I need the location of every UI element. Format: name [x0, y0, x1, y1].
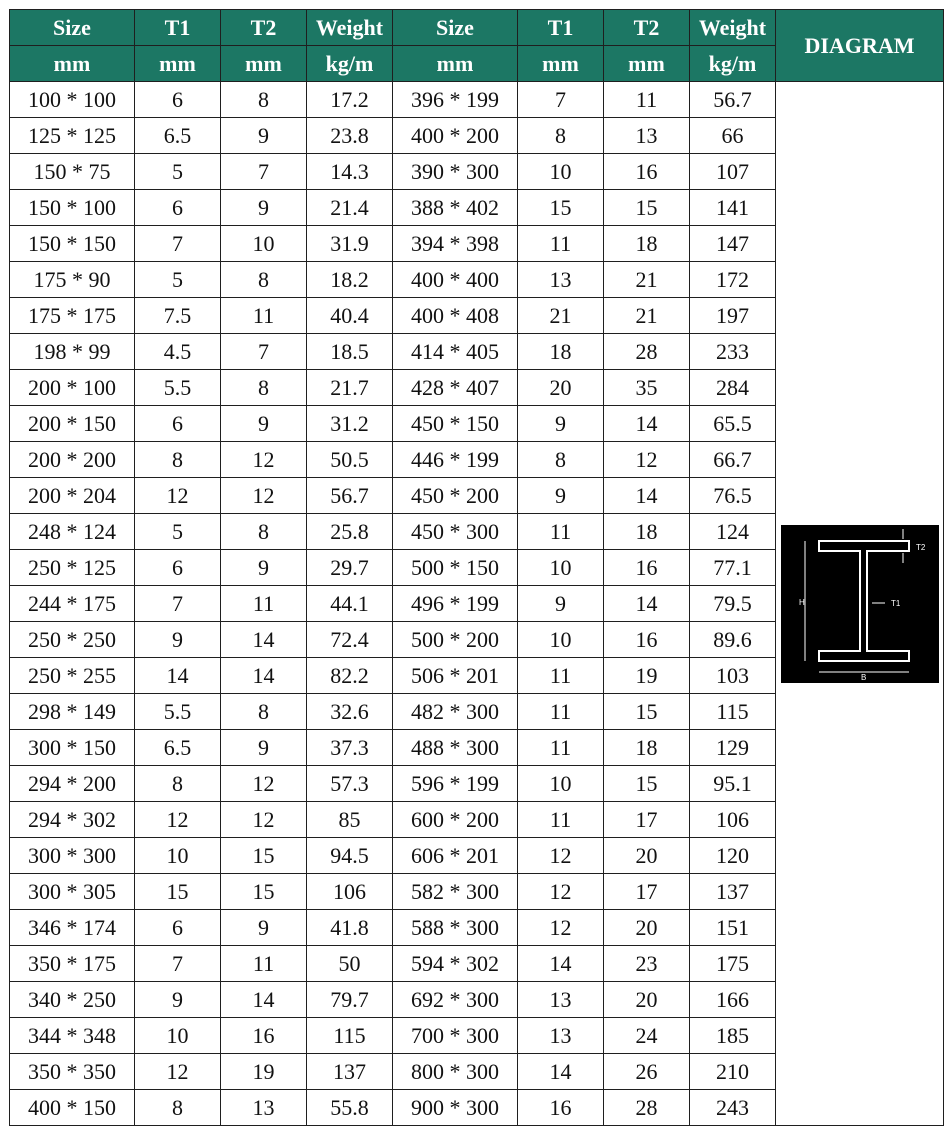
table-cell: 41.8	[307, 910, 393, 946]
table-cell: 85	[307, 802, 393, 838]
col-header: T1	[135, 10, 221, 46]
table-cell: 115	[307, 1018, 393, 1054]
table-cell: 100 * 100	[10, 82, 135, 118]
table-cell: 10	[221, 226, 307, 262]
table-cell: 596 * 199	[393, 766, 518, 802]
table-cell: 340 * 250	[10, 982, 135, 1018]
table-cell: 65.5	[690, 406, 776, 442]
table-cell: 450 * 200	[393, 478, 518, 514]
unit-header: mm	[393, 46, 518, 82]
table-cell: 14	[518, 946, 604, 982]
unit-header: kg/m	[690, 46, 776, 82]
table-cell: 350 * 350	[10, 1054, 135, 1090]
table-cell: 16	[604, 154, 690, 190]
h-label: H	[798, 597, 805, 607]
table-cell: 6	[135, 910, 221, 946]
table-cell: 294 * 302	[10, 802, 135, 838]
table-cell: 77.1	[690, 550, 776, 586]
table-cell: 10	[135, 838, 221, 874]
table-cell: 388 * 402	[393, 190, 518, 226]
table-cell: 13	[518, 982, 604, 1018]
table-cell: 11	[221, 946, 307, 982]
table-cell: 10	[518, 154, 604, 190]
table-cell: 20	[518, 370, 604, 406]
table-cell: 233	[690, 334, 776, 370]
table-cell: 446 * 199	[393, 442, 518, 478]
table-cell: 12	[518, 874, 604, 910]
table-cell: 200 * 200	[10, 442, 135, 478]
table-cell: 9	[518, 406, 604, 442]
table-cell: 200 * 150	[10, 406, 135, 442]
table-cell: 16	[604, 622, 690, 658]
table-cell: 197	[690, 298, 776, 334]
table-cell: 24	[604, 1018, 690, 1054]
table-cell: 8	[221, 514, 307, 550]
table-cell: 8	[221, 694, 307, 730]
header-row-top	[10, 10, 944, 46]
table-cell: 12	[604, 442, 690, 478]
table-cell: 5.5	[135, 370, 221, 406]
table-cell: 5	[135, 514, 221, 550]
table-cell: 11	[518, 802, 604, 838]
table-cell: 10	[518, 766, 604, 802]
table-cell: 50.5	[307, 442, 393, 478]
table-cell: 496 * 199	[393, 586, 518, 622]
table-cell: 500 * 150	[393, 550, 518, 586]
table-cell: 244 * 175	[10, 586, 135, 622]
table-cell: 94.5	[307, 838, 393, 874]
table-cell: 141	[690, 190, 776, 226]
table-cell: 19	[221, 1054, 307, 1090]
table-cell: 13	[518, 262, 604, 298]
table-cell: 9	[221, 190, 307, 226]
table-cell: 390 * 300	[393, 154, 518, 190]
table-cell: 18	[604, 226, 690, 262]
table-cell: 14	[604, 406, 690, 442]
table-cell: 16	[518, 1090, 604, 1126]
table-cell: 250 * 250	[10, 622, 135, 658]
table-cell: 11	[221, 586, 307, 622]
table-cell: 243	[690, 1090, 776, 1126]
table-row	[10, 82, 944, 118]
col-header: T2	[221, 10, 307, 46]
table-cell: 55.8	[307, 1090, 393, 1126]
table-cell: 13	[604, 118, 690, 154]
table-cell: 56.7	[307, 478, 393, 514]
table-cell: 12	[135, 1054, 221, 1090]
table-cell: 25.8	[307, 514, 393, 550]
table-cell: 14	[604, 478, 690, 514]
table-cell: 12	[135, 478, 221, 514]
table-cell: 5	[135, 154, 221, 190]
table-cell: 106	[307, 874, 393, 910]
table-cell: 19	[604, 658, 690, 694]
table-cell: 21.7	[307, 370, 393, 406]
table-cell: 12	[221, 802, 307, 838]
table-cell: 414 * 405	[393, 334, 518, 370]
col-header: Size	[393, 10, 518, 46]
table-cell: 450 * 300	[393, 514, 518, 550]
table-cell: 32.6	[307, 694, 393, 730]
table-cell: 8	[135, 442, 221, 478]
table-cell: 506 * 201	[393, 658, 518, 694]
col-header: Weight	[690, 10, 776, 46]
table-cell: 11	[604, 82, 690, 118]
table-cell: 7	[221, 334, 307, 370]
table-cell: 400 * 200	[393, 118, 518, 154]
table-cell: 95.1	[690, 766, 776, 802]
table-cell: 23	[604, 946, 690, 982]
table-cell: 31.9	[307, 226, 393, 262]
table-cell: 198 * 99	[10, 334, 135, 370]
table-cell: 6.5	[135, 118, 221, 154]
table-cell: 129	[690, 730, 776, 766]
table-cell: 31.2	[307, 406, 393, 442]
table-cell: 6	[135, 82, 221, 118]
table-cell: 210	[690, 1054, 776, 1090]
table-cell: 200 * 100	[10, 370, 135, 406]
table-cell: 400 * 408	[393, 298, 518, 334]
table-cell: 79.5	[690, 586, 776, 622]
table-cell: 15	[604, 766, 690, 802]
unit-header: mm	[135, 46, 221, 82]
spec-table-wrapper	[9, 9, 944, 1126]
table-cell: 7	[135, 226, 221, 262]
table-cell: 14	[604, 586, 690, 622]
table-cell: 7	[518, 82, 604, 118]
table-cell: 21	[604, 298, 690, 334]
table-cell: 7	[135, 946, 221, 982]
unit-header: mm	[518, 46, 604, 82]
table-cell: 9	[221, 118, 307, 154]
unit-header: kg/m	[307, 46, 393, 82]
table-cell: 10	[518, 550, 604, 586]
table-cell: 11	[518, 694, 604, 730]
table-cell: 13	[221, 1090, 307, 1126]
table-cell: 14.3	[307, 154, 393, 190]
table-cell: 346 * 174	[10, 910, 135, 946]
table-cell: 606 * 201	[393, 838, 518, 874]
table-cell: 29.7	[307, 550, 393, 586]
h-beam-diagram	[781, 525, 939, 683]
table-cell: 11	[518, 658, 604, 694]
table-cell: 15	[604, 694, 690, 730]
table-cell: 14	[221, 982, 307, 1018]
table-cell: 9	[221, 910, 307, 946]
table-cell: 37.3	[307, 730, 393, 766]
table-cell: 396 * 199	[393, 82, 518, 118]
table-cell: 18	[518, 334, 604, 370]
h-beam-spec-table	[9, 9, 944, 1126]
table-cell: 17.2	[307, 82, 393, 118]
table-cell: 137	[690, 874, 776, 910]
table-cell: 11	[518, 226, 604, 262]
table-cell: 11	[518, 730, 604, 766]
table-cell: 185	[690, 1018, 776, 1054]
table-cell: 9	[221, 406, 307, 442]
table-cell: 7	[135, 586, 221, 622]
table-cell: 12	[518, 838, 604, 874]
table-cell: 172	[690, 262, 776, 298]
unit-header: mm	[221, 46, 307, 82]
table-cell: 21	[518, 298, 604, 334]
table-cell: 15	[221, 874, 307, 910]
diagram-cell	[776, 82, 944, 1126]
table-cell: 9	[518, 478, 604, 514]
table-cell: 6	[135, 406, 221, 442]
table-body	[10, 82, 944, 1126]
table-cell: 500 * 200	[393, 622, 518, 658]
table-cell: 12	[221, 442, 307, 478]
table-cell: 9	[518, 586, 604, 622]
table-cell: 12	[221, 478, 307, 514]
col-header: Size	[10, 10, 135, 46]
table-cell: 800 * 300	[393, 1054, 518, 1090]
table-cell: 20	[604, 982, 690, 1018]
table-cell: 26	[604, 1054, 690, 1090]
table-cell: 5	[135, 262, 221, 298]
table-cell: 428 * 407	[393, 370, 518, 406]
table-cell: 7	[221, 154, 307, 190]
unit-header: mm	[604, 46, 690, 82]
table-cell: 14	[221, 658, 307, 694]
table-cell: 79.7	[307, 982, 393, 1018]
table-cell: 700 * 300	[393, 1018, 518, 1054]
table-cell: 16	[221, 1018, 307, 1054]
table-cell: 14	[518, 1054, 604, 1090]
table-cell: 20	[604, 910, 690, 946]
table-cell: 8	[135, 766, 221, 802]
table-cell: 150 * 150	[10, 226, 135, 262]
table-cell: 18.2	[307, 262, 393, 298]
table-cell: 7.5	[135, 298, 221, 334]
table-cell: 16	[604, 550, 690, 586]
table-cell: 115	[690, 694, 776, 730]
table-cell: 151	[690, 910, 776, 946]
table-cell: 6	[135, 190, 221, 226]
col-header: T2	[604, 10, 690, 46]
table-cell: 8	[221, 370, 307, 406]
table-cell: 89.6	[690, 622, 776, 658]
table-cell: 8	[221, 262, 307, 298]
table-cell: 166	[690, 982, 776, 1018]
table-cell: 82.2	[307, 658, 393, 694]
table-cell: 482 * 300	[393, 694, 518, 730]
col-header: T1	[518, 10, 604, 46]
table-cell: 66.7	[690, 442, 776, 478]
table-cell: 250 * 125	[10, 550, 135, 586]
col-header: Weight	[307, 10, 393, 46]
table-cell: 12	[135, 802, 221, 838]
b-label: B	[860, 672, 866, 682]
table-cell: 9	[135, 622, 221, 658]
table-cell: 14	[135, 658, 221, 694]
table-cell: 294 * 200	[10, 766, 135, 802]
table-cell: 350 * 175	[10, 946, 135, 982]
table-cell: 8	[518, 442, 604, 478]
table-cell: 6.5	[135, 730, 221, 766]
table-cell: 66	[690, 118, 776, 154]
table-cell: 248 * 124	[10, 514, 135, 550]
table-cell: 600 * 200	[393, 802, 518, 838]
table-cell: 15	[135, 874, 221, 910]
table-cell: 20	[604, 838, 690, 874]
table-cell: 175 * 90	[10, 262, 135, 298]
table-cell: 23.8	[307, 118, 393, 154]
table-cell: 284	[690, 370, 776, 406]
table-cell: 300 * 150	[10, 730, 135, 766]
table-cell: 344 * 348	[10, 1018, 135, 1054]
table-cell: 5.5	[135, 694, 221, 730]
table-cell: 9	[221, 730, 307, 766]
table-cell: 44.1	[307, 586, 393, 622]
table-cell: 76.5	[690, 478, 776, 514]
table-cell: 72.4	[307, 622, 393, 658]
table-cell: 14	[221, 622, 307, 658]
table-cell: 488 * 300	[393, 730, 518, 766]
table-cell: 200 * 204	[10, 478, 135, 514]
table-cell: 15	[604, 190, 690, 226]
table-cell: 103	[690, 658, 776, 694]
table-cell: 18	[604, 730, 690, 766]
table-cell: 17	[604, 802, 690, 838]
table-cell: 35	[604, 370, 690, 406]
table-cell: 18	[604, 514, 690, 550]
table-cell: 400 * 150	[10, 1090, 135, 1126]
table-cell: 13	[518, 1018, 604, 1054]
table-cell: 150 * 75	[10, 154, 135, 190]
t2-label: T2	[915, 542, 925, 552]
table-cell: 120	[690, 838, 776, 874]
table-cell: 12	[221, 766, 307, 802]
table-cell: 175 * 175	[10, 298, 135, 334]
table-cell: 11	[518, 514, 604, 550]
table-cell: 9	[221, 550, 307, 586]
table-cell: 21.4	[307, 190, 393, 226]
table-cell: 4.5	[135, 334, 221, 370]
table-cell: 9	[135, 982, 221, 1018]
diagram-header: DIAGRAM	[776, 10, 944, 82]
table-cell: 10	[135, 1018, 221, 1054]
table-cell: 125 * 125	[10, 118, 135, 154]
table-cell: 300 * 300	[10, 838, 135, 874]
table-cell: 900 * 300	[393, 1090, 518, 1126]
table-cell: 124	[690, 514, 776, 550]
table-cell: 57.3	[307, 766, 393, 802]
table-cell: 50	[307, 946, 393, 982]
table-cell: 12	[518, 910, 604, 946]
table-cell: 450 * 150	[393, 406, 518, 442]
table-cell: 18.5	[307, 334, 393, 370]
table-cell: 400 * 400	[393, 262, 518, 298]
table-cell: 21	[604, 262, 690, 298]
table-cell: 107	[690, 154, 776, 190]
table-cell: 6	[135, 550, 221, 586]
table-cell: 28	[604, 1090, 690, 1126]
table-cell: 28	[604, 334, 690, 370]
table-cell: 15	[518, 190, 604, 226]
t1-label: T1	[890, 598, 900, 608]
table-cell: 175	[690, 946, 776, 982]
table-cell: 106	[690, 802, 776, 838]
table-cell: 250 * 255	[10, 658, 135, 694]
table-cell: 8	[221, 82, 307, 118]
table-cell: 300 * 305	[10, 874, 135, 910]
table-cell: 17	[604, 874, 690, 910]
table-cell: 10	[518, 622, 604, 658]
table-cell: 8	[135, 1090, 221, 1126]
table-cell: 588 * 300	[393, 910, 518, 946]
table-cell: 8	[518, 118, 604, 154]
table-cell: 582 * 300	[393, 874, 518, 910]
table-cell: 394 * 398	[393, 226, 518, 262]
unit-header: mm	[10, 46, 135, 82]
table-cell: 150 * 100	[10, 190, 135, 226]
table-cell: 147	[690, 226, 776, 262]
table-cell: 40.4	[307, 298, 393, 334]
table-cell: 15	[221, 838, 307, 874]
table-cell: 594 * 302	[393, 946, 518, 982]
table-cell: 11	[221, 298, 307, 334]
table-cell: 56.7	[690, 82, 776, 118]
table-cell: 692 * 300	[393, 982, 518, 1018]
table-cell: 137	[307, 1054, 393, 1090]
table-cell: 298 * 149	[10, 694, 135, 730]
